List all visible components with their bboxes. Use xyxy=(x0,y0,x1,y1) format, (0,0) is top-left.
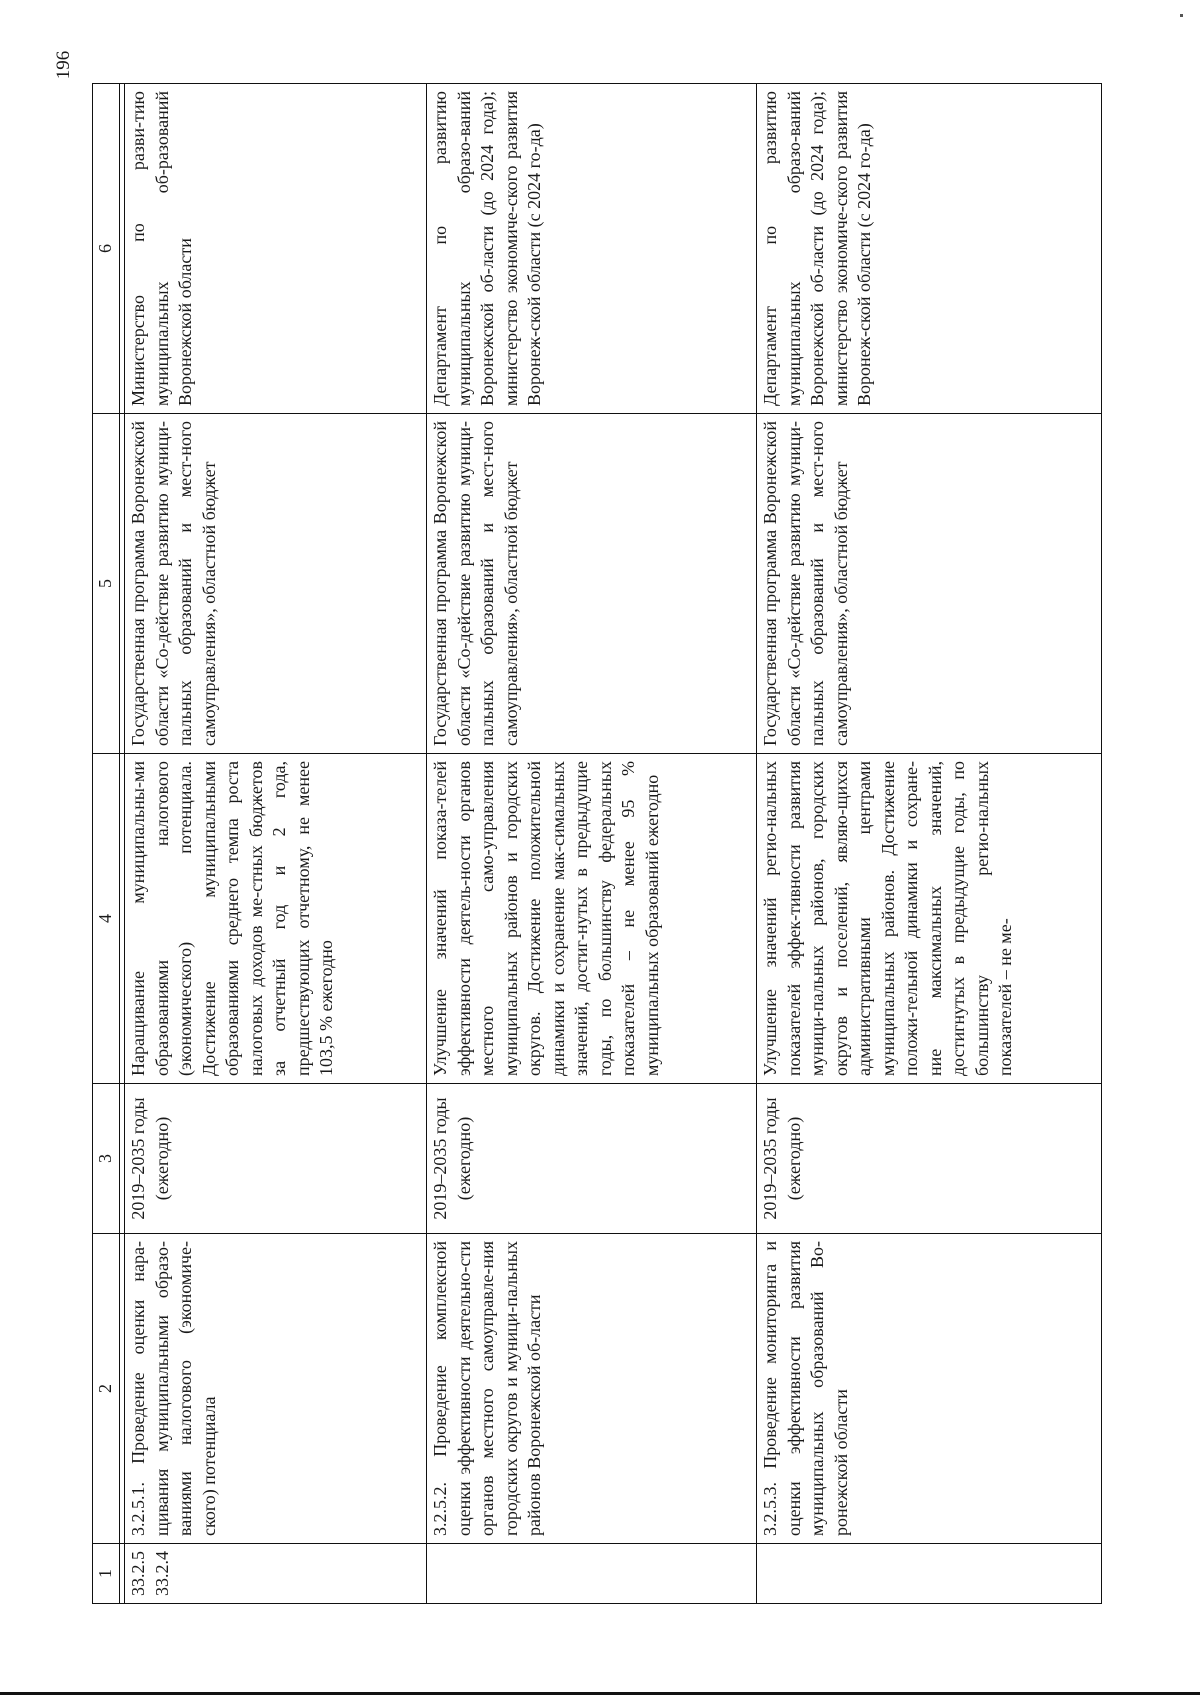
column-number: 1 xyxy=(93,1544,120,1604)
row-codes xyxy=(757,1544,1102,1604)
period-cell: 2019–2035 годы (ежегодно) xyxy=(427,1084,757,1234)
column-number: 3 xyxy=(93,1084,120,1234)
column-number: 6 xyxy=(93,84,120,414)
column-number-row xyxy=(93,84,120,1604)
page-number: 196 xyxy=(53,50,74,80)
program-cell: Государственная программа Воронежской области «Со-действие развитию муници-пальных образований и мест-ного самоуправления», областной бюджет xyxy=(125,414,427,754)
column-number: 5 xyxy=(93,414,120,754)
table-row xyxy=(427,84,757,1604)
rotated-table-wrapper xyxy=(92,84,1102,1604)
row-codes xyxy=(427,1544,757,1604)
program-cell: Государственная программа Воронежской области «Со-действие развитию муници-пальных образований и мест-ного самоуправления», областной бюджет xyxy=(757,414,1102,754)
scan-artifact xyxy=(1180,14,1183,17)
responsible-cell: Департамент по развитию муниципальных образо-ваний Воронежской об-ласти (до 2024 года); министерство экономиче-ского развития Воронеж-ской области (с 2024 го-да) xyxy=(757,84,1102,414)
result-cell: Наращивание муниципальны-ми образованиями налогового (экономического) потенциала. Достижение муниципальными образованиями среднего темпа роста налоговых доходов ме-стных бюджетов за отчетный год и 2 года, предшествующих отчетному, не менее 103,5 % ежегодно xyxy=(125,754,427,1084)
row-code: 33.2.5 xyxy=(128,1551,148,1596)
event-cell: 3.2.5.3. Проведение мониторинга и оценки эффективности развития муниципальных образований Во-ронежской области xyxy=(757,1234,1102,1544)
result-cell: Улучшение значений показа-телей эффективности деятель-ности органов местного само-управления муниципальных районов и городских округов. Достижение положительной динамики и сохранение мак-симальных значений, достиг-нутых в предыдущие годы, по большинству федеральных показателей – не менее 95 % муниципальных образований ежегодно xyxy=(427,754,757,1084)
column-number: 2 xyxy=(93,1234,120,1544)
period-cell: 2019–2035 годы (ежегодно) xyxy=(125,1084,427,1234)
event-cell: 3.2.5.1. Проведение оценки нара-щивания муниципальными образо-ваниями налогового (экономиче-ского) потенциала xyxy=(125,1234,427,1544)
responsible-cell: Департамент по развитию муниципальных образо-ваний Воронежской об-ласти (до 2024 года); министерство экономиче-ского развития Воронеж-ской области (с 2024 го-да) xyxy=(427,84,757,414)
program-cell: Государственная программа Воронежской области «Со-действие развитию муници-пальных образований и мест-ного самоуправления», областной бюджет xyxy=(427,414,757,754)
period-cell: 2019–2035 годы (ежегодно) xyxy=(757,1084,1102,1234)
column-number: 4 xyxy=(93,754,120,1084)
top-edge xyxy=(0,0,1200,2)
measures-table xyxy=(92,83,1102,1604)
row-codes xyxy=(125,1544,427,1604)
result-cell: Улучшение значений регио-нальных показателей эффек-тивности развития муници-пальных районов, городских округов и поселений, являю-щихся административными центрами муниципальных районов. Достижение положи-тельной динамики и сохране-ние максимальных значений, достигнутых в предыдущие годы, по большинству регио-нальных показателей – не ме- xyxy=(757,754,1102,1084)
table-row xyxy=(757,84,1102,1604)
event-cell: 3.2.5.2. Проведение комплексной оценки эффективности деятельно-сти органов местного самоуправле-ния городских округов и муници-пальных районов Воронежской об-ласти xyxy=(427,1234,757,1544)
responsible-cell: Министерство по разви-тию муниципальных об-разований Воронежской области xyxy=(125,84,427,414)
table-row xyxy=(125,84,427,1604)
row-code: 33.2.4 xyxy=(151,1551,172,1596)
